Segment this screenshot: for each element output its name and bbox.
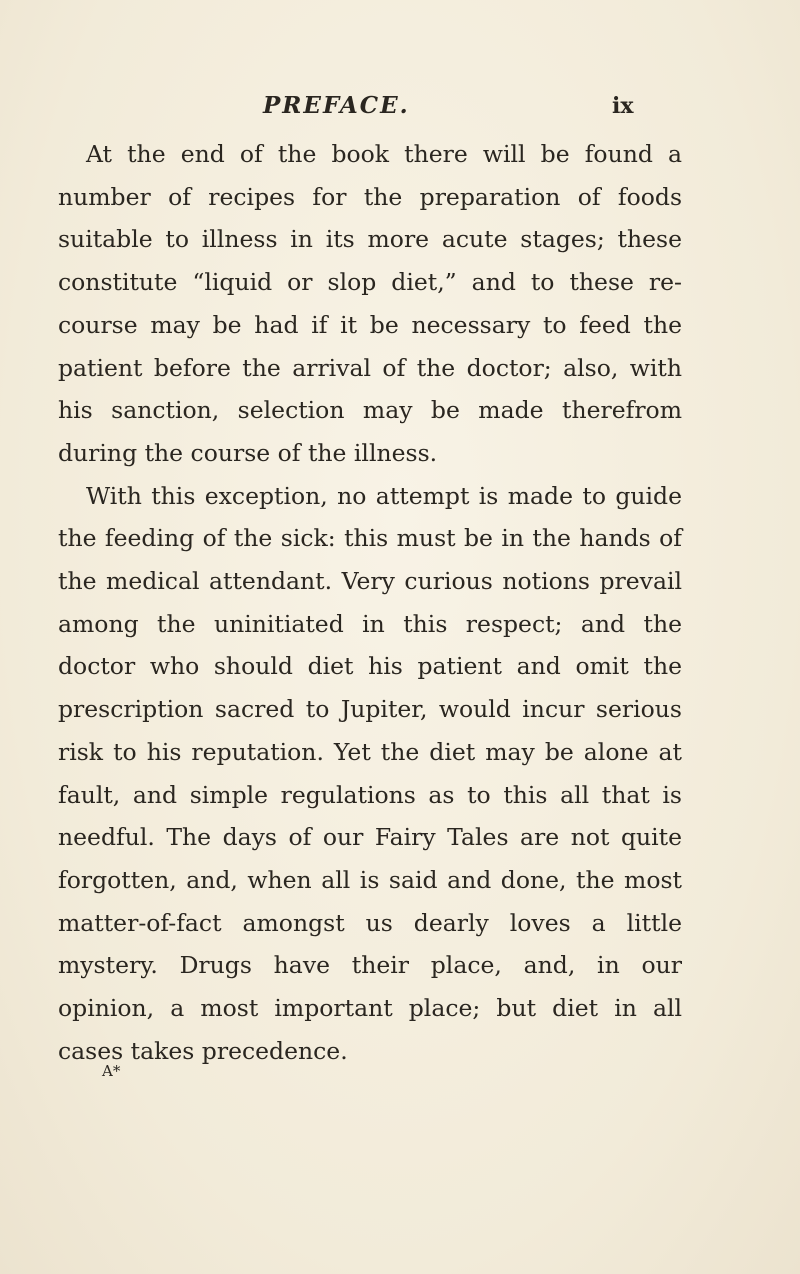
paragraph-recipes: At the end of the book there will be found a number of recipes for the preparation of foods suitable to illness in its more acute stages; these constitute “liquid or slop diet,” and to these recourse may be had if it be necessary to feed the patient before the arrival of the doctor; also, with his sanction, selection may be made therefrom during the course of the illness. bbox=[58, 140, 682, 467]
signature-mark: A* bbox=[102, 1062, 121, 1080]
running-title: PREFACE. bbox=[263, 92, 410, 119]
body-text bbox=[58, 133, 682, 1072]
page-number: ix bbox=[612, 93, 634, 119]
running-header bbox=[0, 88, 800, 124]
paragraph-exception: With this exception, no attempt is made to guide the feeding of the sick: this must be in the hands of the medical attendant. Very curious notions prevail among the uninitiated in this respect; and the doctor who should diet his patient and omit the prescription sacred to Jupiter, would incur serious risk to his reputation. Yet the diet may be alone at fault, and simple regulations as to this all that is needful. The days of our Fairy Tales are not quite forgotten, and, when all is said and done, the most matter-of-fact amongst us dearly loves a little mystery. Drugs have their place, and, in our opinion, a most important place; but diet in all cases takes precedence. bbox=[58, 481, 682, 1065]
